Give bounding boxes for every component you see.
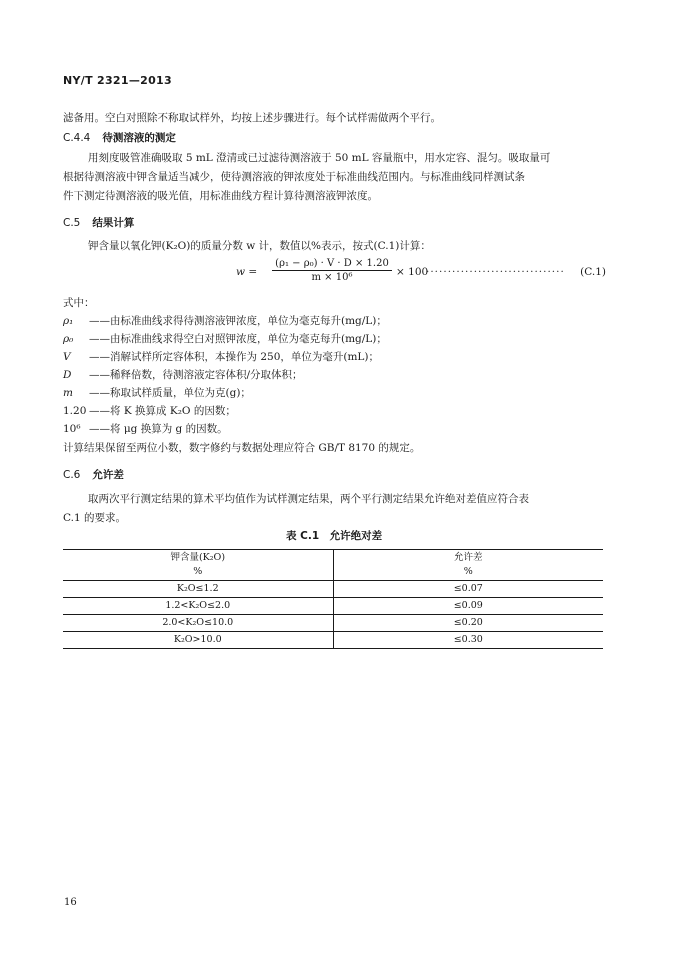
variable-symbol: 1.20: [63, 405, 87, 417]
variable-text: ——由标准曲线求得待测溶液钾浓度，单位为毫克每升(mg/L)；: [89, 315, 387, 327]
table-cell-range: K₂O≤1.2: [63, 581, 333, 598]
paragraph-line: 根据待测溶液中钾含量适当减少，使待测溶液的钾浓度处于标准曲线范围内。与标准曲线同样测试条: [63, 171, 525, 183]
formula-denominator: m × 10⁶: [311, 272, 353, 283]
table-row: [63, 632, 603, 649]
table-cell-tolerance: ≤0.30: [453, 634, 483, 645]
formula-fraction: [272, 258, 392, 283]
table-header-cell: [333, 550, 603, 581]
col1-unit: %: [193, 566, 203, 577]
variable-text: ——将 K 换算成 K₂O 的因数；: [89, 405, 236, 417]
variable-text: ——由标准曲线求得空白对照钾浓度，单位为毫克每升(mg/L)；: [89, 333, 387, 345]
table-cell-range: 1.2<K₂O≤2.0: [63, 598, 333, 615]
table-row: [63, 598, 603, 615]
variable-definition: [63, 403, 236, 418]
paragraph-line: C.1 的要求。: [63, 512, 127, 524]
col2-unit: %: [463, 566, 473, 577]
formula-leader-dots: ································: [426, 266, 565, 278]
formula-numerator: (ρ₁ − ρ₀) · V · D × 1.20: [272, 258, 392, 271]
section-heading-c6: [63, 467, 124, 482]
section-title: 结果计算: [92, 217, 135, 229]
tolerance-table: [63, 549, 603, 649]
section-title: 允许差: [92, 469, 124, 481]
table-cell-tolerance: ≤0.07: [333, 581, 603, 598]
section-heading-c5: [63, 215, 134, 230]
section-number: C.4.4: [63, 132, 91, 144]
table-header-row: [63, 550, 603, 581]
table-cell-tolerance: ≤0.09: [333, 598, 603, 615]
formula-reference: (C.1): [580, 266, 606, 278]
variable-text: ——稀释倍数，待测溶液定容体积/分取体积；: [89, 369, 303, 381]
variable-symbol: m: [63, 387, 73, 399]
section-number: C.5: [63, 217, 81, 229]
table-row: [63, 581, 603, 598]
table-header-cell: [63, 550, 333, 581]
variable-definition: [63, 421, 228, 436]
col2-header: 允许差: [453, 552, 483, 563]
variable-symbol: D: [63, 369, 72, 381]
page-number: 16: [64, 897, 77, 908]
section-heading-c44: [63, 130, 176, 145]
paragraph-line: 计算结果保留至两位小数，数字修约与数据处理应符合 GB/T 8170 的规定。: [63, 442, 421, 454]
table-cell-range: 2.0<K₂O≤10.0: [63, 615, 333, 632]
formula-multiplier: × 100: [396, 266, 429, 278]
variable-definition: [63, 331, 387, 346]
standard-code-header: NY/T 2321—2013: [63, 74, 172, 87]
table-row: [63, 615, 603, 632]
paragraph-line: 取两次平行测定结果的算术平均值作为试样测定结果，两个平行测定结果允许绝对差值应符合表: [88, 493, 529, 505]
variable-definition: [63, 349, 379, 364]
formula-lhs: w =: [236, 266, 258, 278]
paragraph-line: 滤备用。空白对照除不称取试样外，均按上述步骤进行。每个试样需做两个平行。: [63, 112, 441, 124]
table-cell-range: K₂O>10.0: [63, 632, 333, 649]
variable-definition: [63, 385, 251, 400]
variable-symbol: ρ₀: [63, 333, 74, 345]
variable-symbol: ρ₁: [63, 315, 74, 327]
table-cell-tolerance: ≤0.20: [333, 615, 603, 632]
paragraph-line: 钾含量以氧化钾(K₂O)的质量分数 w 计，数值以%表示，按式(C.1)计算：: [88, 240, 431, 252]
variable-symbol: V: [63, 351, 71, 363]
variable-symbol: 10⁶: [63, 423, 81, 435]
variable-text: ——消解试样所定容体积，本操作为 250，单位为毫升(mL)；: [89, 351, 379, 363]
paragraph-line: 用刻度吸管准确吸取 5 mL 澄清或已过滤待测溶液于 50 mL 容量瓶中，用水定容、混匀。吸取量可: [88, 152, 551, 164]
section-title: 待测溶液的测定: [102, 132, 176, 144]
paragraph-line: 件下测定待测溶液的吸光值，用标准曲线方程计算待测溶液钾浓度。: [63, 190, 378, 202]
variable-text: ——将 μg 换算为 g 的因数。: [89, 423, 228, 435]
where-label: 式中：: [63, 297, 95, 309]
col1-header: 钾含量(K₂O): [170, 552, 226, 563]
variable-definition: [63, 313, 387, 328]
formula-c1: [236, 258, 606, 288]
table-title: 表 C.1 允许绝对差: [286, 530, 383, 542]
variable-definition: [63, 367, 303, 382]
variable-text: ——称取试样质量，单位为克(g)；: [89, 387, 251, 399]
section-number: C.6: [63, 469, 81, 481]
